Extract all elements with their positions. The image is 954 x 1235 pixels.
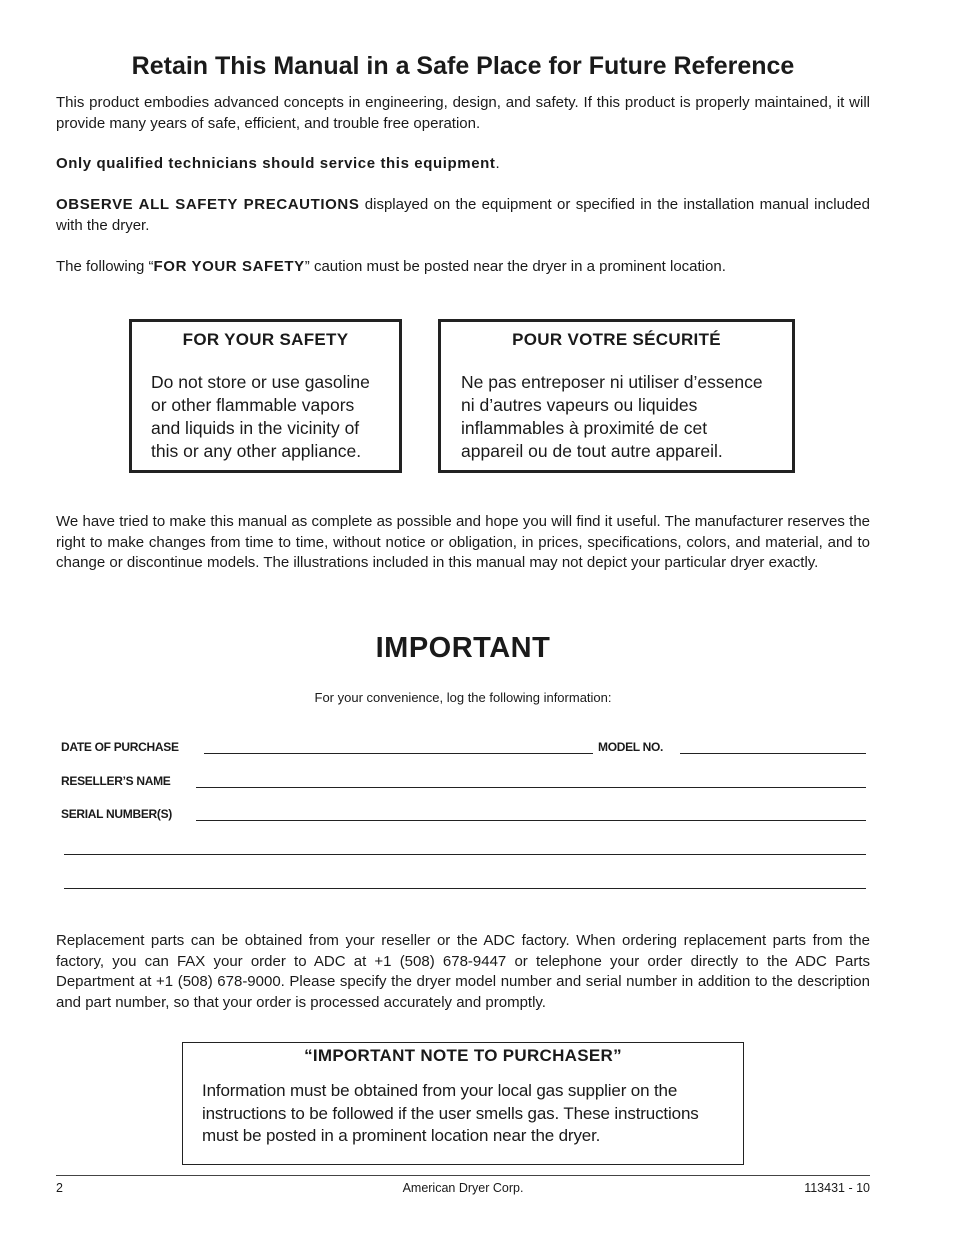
page-title: Retain This Manual in a Safe Place for Future Reference (131, 52, 795, 80)
safety-en-line: and liquids in the vicinity of (151, 418, 360, 438)
purchaser-note-box (182, 1042, 744, 1165)
caution-bold: FOR YOUR SAFETY (153, 258, 305, 275)
safety-box-french-body (461, 371, 792, 463)
serial-numbers-extra-line[interactable] (64, 854, 866, 855)
intro-paragraph: This product embodies advanced concepts in engineering, design, and safety. If this product is properly maintained, it will provide many years of safe, efficient, and trouble free operation. (56, 94, 870, 132)
safety-box-english (129, 319, 402, 473)
observe-paragraph (56, 195, 870, 236)
caution-before: The following “ (56, 258, 154, 275)
replacement-parts-paragraph: Replacement parts can be obtained from your reseller or the ADC factory. When ordering replacement parts from the factory, you can FAX your order to ADC at +1 (508) 678-9447 or telephone your order directly to the ADC Parts Department at +1 (508) 678-9000. Please specify the dryer model number and serial number in addition to the description and part number, so that your order is processed accurately and promptly. (56, 932, 870, 1011)
safety-fr-line: Ne pas entreposer ni utiliser d’essence (461, 372, 763, 392)
observe-bold: OBSERVE ALL SAFETY PRECAUTIONS (56, 196, 360, 213)
safety-en-line: this or any other appliance. (151, 441, 362, 461)
model-no-field[interactable] (680, 753, 866, 754)
safety-fr-line: inflammables à proximité de cet (461, 418, 708, 438)
serial-numbers-label: SERIAL NUMBER(S) (61, 807, 172, 821)
safety-box-french (438, 319, 795, 473)
safety-en-line: or other flammable vapors (151, 395, 355, 415)
resellers-name-field[interactable] (196, 787, 866, 788)
safety-box-english-title: FOR YOUR SAFETY (182, 330, 349, 349)
date-of-purchase-field[interactable] (204, 753, 593, 754)
safety-fr-line: appareil ou de tout autre appareil. (461, 441, 723, 461)
qualified-period: . (495, 155, 500, 172)
purchaser-note-line: instructions to be followed if the user smells gas. These instructions (202, 1103, 699, 1123)
qualified-text: Only qualified technicians should service this equipment (56, 155, 496, 172)
model-no-label: MODEL NO. (598, 740, 664, 754)
page-number: 2 (56, 1181, 63, 1195)
purchaser-note-title: “IMPORTANT NOTE TO PURCHASER” (304, 1046, 622, 1065)
safety-box-english-body (151, 371, 399, 463)
date-of-purchase-label: DATE OF PURCHASE (61, 740, 179, 754)
footer-divider (56, 1175, 870, 1176)
resellers-name-label: RESELLER’S NAME (61, 774, 171, 788)
purchaser-note-line: Information must be obtained from your local gas supplier on the (202, 1081, 678, 1100)
safety-en-line: Do not store or use gasoline (151, 372, 370, 392)
serial-numbers-field[interactable] (196, 820, 866, 821)
purchaser-note-body (202, 1080, 743, 1148)
document-number: 113431 - 10 (804, 1181, 870, 1195)
qualified-notice (56, 154, 870, 175)
purchaser-note-line: must be posted in a prominent location near the dryer. (202, 1126, 601, 1145)
footer-company: American Dryer Corp. (402, 1181, 524, 1195)
safety-box-french-title: POUR VOTRE SÉCURITÉ (512, 330, 721, 349)
serial-numbers-extra-line[interactable] (64, 888, 866, 889)
safety-fr-line: ni d’autres vapeurs ou liquides (461, 395, 698, 415)
observe-rest: displayed on the equipment or specified in the installation manual included with the dryer. (56, 196, 870, 234)
caution-paragraph (56, 257, 870, 278)
disclaimer-paragraph: We have tried to make this manual as complete as possible and hope you will find it useful. The manufacturer reserves the right to make changes from time to time, without notice or obligation, in prices, specifications, colors, and material, and to change or discontinue models. The illustrations included in this manual may not depict your particular dryer exactly. (56, 513, 870, 571)
important-heading: IMPORTANT (375, 632, 551, 664)
caution-after: ” caution must be posted near the dryer in a prominent location. (304, 258, 726, 275)
important-subtitle: For your convenience, log the following information: (314, 690, 612, 705)
